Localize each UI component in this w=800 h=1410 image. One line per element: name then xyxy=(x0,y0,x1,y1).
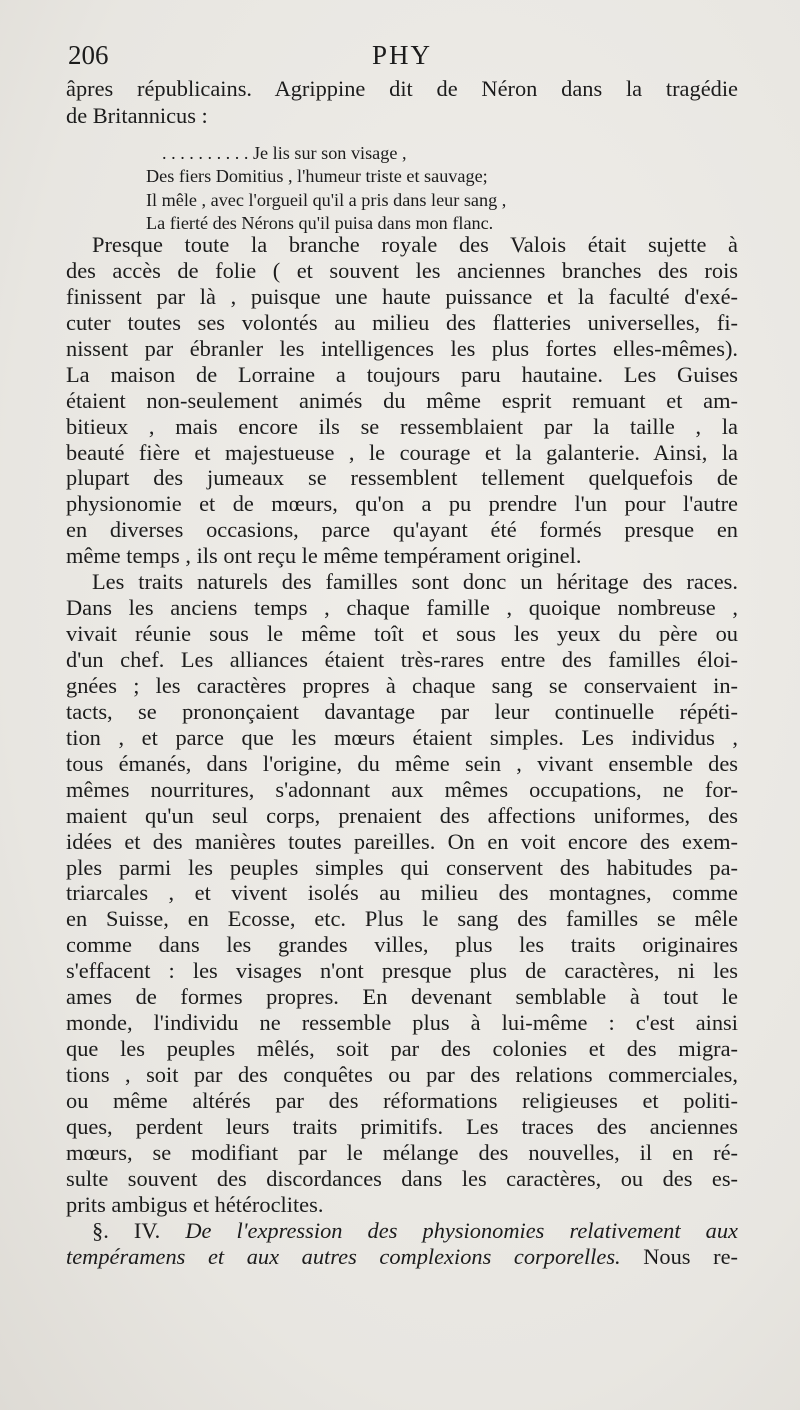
section-label: §. IV. xyxy=(92,1217,161,1243)
text-line: monde, l'individu ne ressemble plus à lui-même : c'est ainsi xyxy=(66,1010,738,1036)
page-header xyxy=(68,40,736,80)
text-line: triarcales , et vivent isolés au milieu des montagnes, comme xyxy=(66,880,738,906)
text-line: tions , soit par des conquêtes ou par des relations commerciales, xyxy=(66,1062,738,1087)
text-line: physionomie et de mœurs, qu'on a pu prendre l'un pour l'autre xyxy=(66,491,738,517)
text-line: Presque toute la branche royale des Valois était sujette à xyxy=(92,232,738,257)
text-line: de Britannicus : xyxy=(66,102,208,128)
verse-line: La fierté des Nérons qu'il puisa dans mon flanc. xyxy=(146,212,494,233)
body-text xyxy=(66,232,738,1270)
text-line: La maison de Lorraine a toujours paru hautaine. Les Guises xyxy=(66,361,738,387)
text-line: nissent par ébranler les intelligences les plus fortes elles-mêmes). xyxy=(66,335,738,361)
text-line: finissent par là , puisque une haute puissance et la faculté d'exé- xyxy=(66,283,738,309)
text-line: âpres républicains. Agrippine dit de Néron dans la tragédie xyxy=(66,76,738,101)
section-title-part-1: De l'expression des physionomies relativement aux xyxy=(185,1217,738,1243)
section-title-part-2: tempéramens et aux autres complexions corporelles. xyxy=(66,1243,621,1269)
text-line: tion , et parce que les mœurs étaient simples. Les individus , xyxy=(66,724,738,750)
verse-line: Il mêle , avec l'orgueil qu'il a pris dans leur sang , xyxy=(146,189,507,210)
text-line: ples parmi les peuples simples qui conservent des habitudes pa- xyxy=(66,854,738,880)
text-line: maient qu'un seul corps, prenaient des affections uniformes, des xyxy=(66,802,738,828)
text-line: tacts, se prononçaient davantage par leur continuelle répéti- xyxy=(66,698,738,724)
text-line: d'un chef. Les alliances étaient très-rares entre des familles éloi- xyxy=(66,647,738,672)
page-number: 206 xyxy=(68,40,109,70)
text-line: tous émanés, dans l'origine, du même sein , vivant ensemble des xyxy=(66,750,738,776)
text-line: même temps , ils ont reçu le même tempérament originel. xyxy=(66,543,582,569)
text-line: que les peuples mêlés, soit par des colonies et des migra- xyxy=(66,1036,738,1062)
text-line: bitieux , mais encore ils se ressemblaient par la taille , la xyxy=(66,413,738,439)
text-line: ou même altérés par des réformations religieuses et politi- xyxy=(66,1087,738,1113)
section-heading-line xyxy=(66,1218,738,1244)
section-continuation: Nous re- xyxy=(643,1243,738,1269)
verse-line: Des fiers Domitius , l'humeur triste et sauvage; xyxy=(146,166,488,187)
text-line: plupart des jumeaux se ressemblent tellement quelquefois de xyxy=(66,465,738,491)
text-line: vivait réunie sous le même toît et sous les yeux du père ou xyxy=(66,621,738,647)
text-line: idées et des manières toutes pareilles. On en voit encore des exem- xyxy=(66,828,738,854)
text-line: s'effacent : les visages n'ont presque plus de caractères, ni les xyxy=(66,958,738,984)
text-line: ames de formes propres. En devenant semblable à tout le xyxy=(66,984,738,1010)
section-heading-line xyxy=(66,1244,738,1270)
text-line: étaient non-seulement animés du même esprit remuant et am- xyxy=(66,387,738,413)
text-line: cuter toutes ses volontés au milieu des flatteries universelles, fi- xyxy=(66,309,738,335)
text-line: ques, perdent leurs traits primitifs. Les traces des anciennes xyxy=(66,1113,738,1139)
running-head: PHY xyxy=(371,40,432,70)
verse-quotation xyxy=(146,142,606,235)
text-line: Dans les anciens temps , chaque famille , quoique nombreuse , xyxy=(66,595,738,621)
text-line: en Suisse, en Ecosse, etc. Plus le sang des familles se mêle xyxy=(66,906,738,932)
text-line: en diverses occasions, parce qu'ayant été formés presque en xyxy=(66,517,738,543)
text-line: Les traits naturels des familles sont donc un héritage des races. xyxy=(92,569,738,595)
intro-paragraph xyxy=(66,76,738,130)
text-line: comme dans les grandes villes, plus les traits originaires xyxy=(66,932,738,958)
text-line: prits ambigus et hétéroclites. xyxy=(66,1191,324,1217)
text-line: mœurs, se modifiant par le mélange des nouvelles, il en ré- xyxy=(66,1139,738,1165)
text-line: beauté fière et majestueuse , le courage et la galanterie. Ainsi, la xyxy=(66,439,738,465)
text-line: gnées ; les caractères propres à chaque sang se conservaient in- xyxy=(66,672,738,698)
text-line: mêmes nourritures, s'adonnant aux mêmes occupations, ne for- xyxy=(66,776,738,802)
text-line: sulte souvent des discordances dans les caractères, ou des es- xyxy=(66,1165,738,1191)
verse-line: . . . . . . . . . . Je lis sur son visage , xyxy=(162,143,407,163)
text-line: des accès de folie ( et souvent les anciennes branches des rois xyxy=(66,257,738,283)
